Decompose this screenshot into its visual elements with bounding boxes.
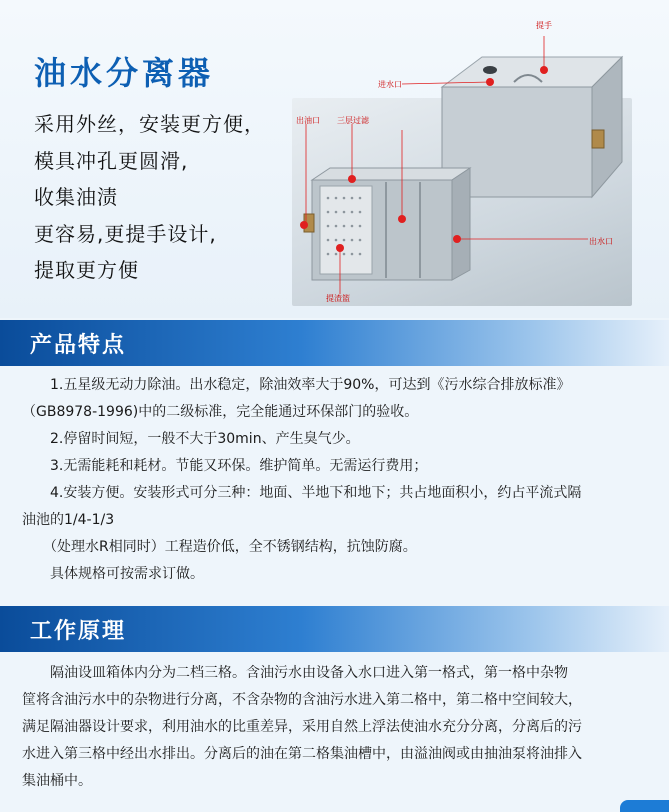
callout-water-outlet: 出水口 bbox=[589, 237, 613, 246]
callout-slag-basket: 提渣篮 bbox=[326, 294, 350, 303]
callout-handle: 提手 bbox=[536, 21, 552, 30]
features-line: 3.无需能耗和耗材。节能又环保。维护简单。无需运行费用； bbox=[22, 458, 428, 474]
principle-line: 隔油设皿箱体内分为二档三格。含油污水由设备入水口进入第一格式，第一格中杂物 bbox=[22, 665, 568, 681]
feature-highlights bbox=[34, 106, 265, 289]
principle-line: 水进入第三格中经出水排出。分离后的油在第二格集油槽中，由溢油阀或由抽油泵将油排入 bbox=[22, 746, 582, 762]
features-line: （处理水R相同时）工程造价低，全不锈钢结构，抗蚀防腐。 bbox=[22, 539, 417, 555]
features-line: 具体规格可按需求订做。 bbox=[22, 566, 204, 582]
principle-heading: 工作原理 bbox=[30, 619, 127, 644]
feature-line-1: 采用外丝，安装更方便， bbox=[34, 112, 265, 136]
features-line: 4.安装方便。安装形式可分三种：地面、半地下和地下；共占地面积小，约占平流式隔 bbox=[22, 485, 582, 501]
feature-line-5: 提取更方便 bbox=[34, 258, 139, 282]
feature-line-4: 更容易,更提手设计, bbox=[34, 221, 217, 246]
separator-tank-illustration bbox=[292, 12, 632, 312]
principle-body bbox=[22, 660, 652, 795]
feature-line-2: 模具冲孔更圆滑, bbox=[34, 148, 189, 173]
principle-section-header bbox=[0, 606, 669, 652]
callout-inlet: 进水口 bbox=[378, 80, 402, 89]
principle-line: 满足隔油器设计要求，利用油水的比重差异，采用自然上浮法使油水充分分离，分离后的污 bbox=[22, 719, 582, 735]
principle-line: 筐将含油污水中的杂物进行分离，不含杂物的含油污水进入第二格中，第二格中空间较大， bbox=[22, 692, 582, 708]
features-line: （GB8978-1996)中的二级标准，完全能通过环保部门的验收。 bbox=[22, 404, 419, 420]
features-line: 1.五星级无动力除油。出水稳定，除油效率大于90%，可达到《污水综合排放标准》 bbox=[22, 377, 571, 393]
callout-three-filter: 三层过滤 bbox=[337, 116, 369, 125]
features-line: 油池的1/4-1/3 bbox=[22, 512, 115, 528]
features-heading: 产品特点 bbox=[30, 333, 127, 358]
features-body bbox=[22, 372, 652, 588]
feature-line-3: 收集油渍 bbox=[34, 185, 118, 209]
page-corner-tab bbox=[620, 800, 669, 812]
callout-oil-outlet: 出油口 bbox=[296, 116, 320, 125]
page-title: 油水分离器 bbox=[34, 54, 215, 92]
features-section-header bbox=[0, 320, 669, 366]
principle-line: 集油桶中。 bbox=[22, 773, 92, 789]
features-line: 2.停留时间短，一般不大于30min、产生臭气少。 bbox=[22, 431, 360, 447]
hero-section bbox=[0, 0, 669, 318]
